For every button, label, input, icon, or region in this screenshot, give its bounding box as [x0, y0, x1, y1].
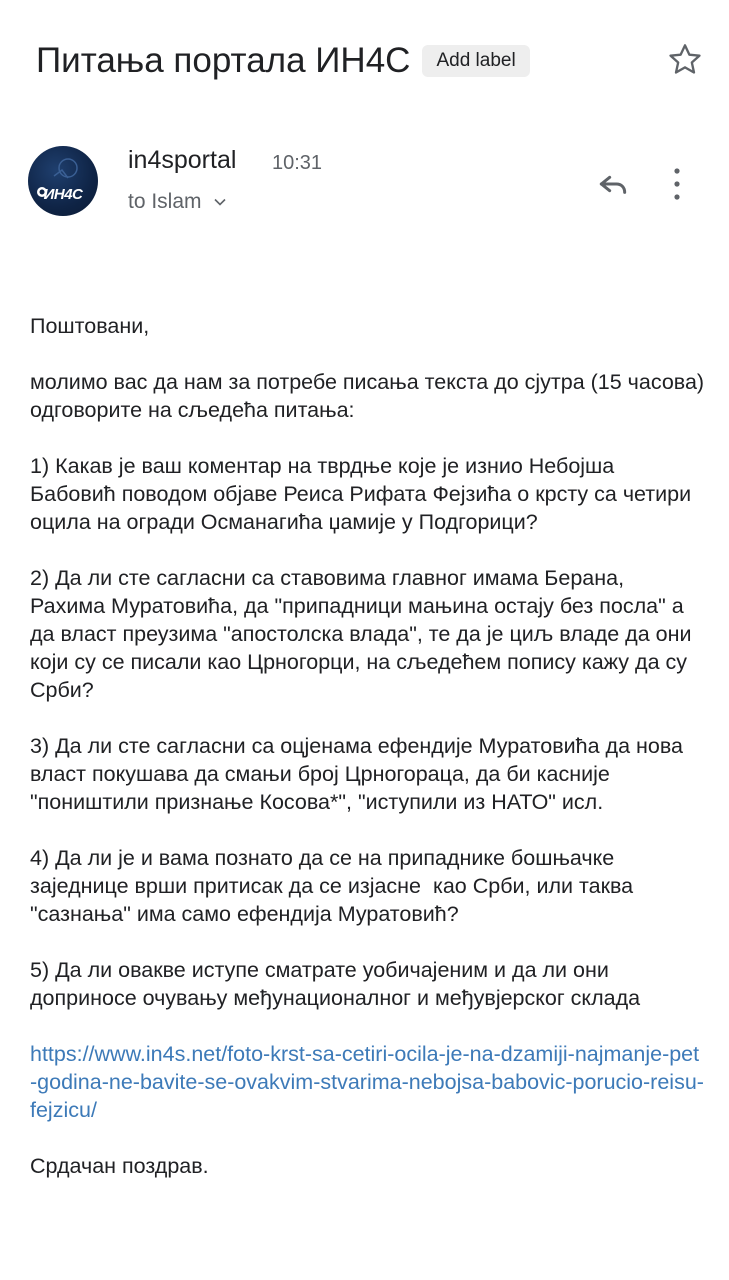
recipient-text: to Islam: [128, 190, 202, 213]
email-body: [30, 312, 711, 1208]
question-1: 1) Какав је ваш коментар на тврдње које је изнио Небојша Бабовић поводом објаве Реиса Рифата Фејзића о крсту са четири оцила на огради Османагића џамије у Подгорици?: [30, 454, 698, 534]
sender-name[interactable]: in4sportal: [128, 146, 237, 174]
closing: Срдачан поздрав.: [30, 1154, 209, 1178]
avatar-text: ИН4С: [43, 186, 83, 203]
article-link[interactable]: https://www.in4s.net/foto-krst-sa-cetiri-ocila-je-na-dzamiji-najmanje-pet-godina-ne-bavite-se-ovakvim-stvarima-nebojsa-babovic-porucio-reisu-fejzicu/: [30, 1042, 704, 1122]
chevron-down-icon: [212, 194, 228, 210]
sender-row: [28, 146, 705, 226]
recipient-toggle[interactable]: [128, 190, 228, 214]
avatar-pattern-icon: [28, 146, 98, 216]
more-vert-icon[interactable]: [665, 162, 689, 206]
star-icon[interactable]: [665, 40, 705, 80]
email-subject: Питања портала ИН4С: [36, 41, 411, 80]
greeting: Поштовани,: [30, 314, 150, 338]
sender-time: 10:31: [272, 152, 323, 174]
reply-icon[interactable]: [593, 164, 633, 204]
question-4: 4) Да ли је и вама познато да се на припаднике бошњачке заједнице врши притисак да се изјасне као Срби, или таква "сазнања" има само ефендија Муратовић?: [30, 846, 640, 926]
intro-paragraph: молимо вас да нам за потребе писања текста до сјутра (15 часова) одговорите на сљедећа питања:: [30, 370, 711, 422]
avatar[interactable]: [28, 146, 98, 216]
question-5: 5) Да ли овакве иступе сматрате уобичајеним и да ли они доприносе очувању међунационалног и међувјерског склада: [30, 958, 641, 1010]
question-3: 3) Да ли сте сагласни са оцјенама ефендије Муратовића да нова власт покушава да смањи број Црногораца, да би касније "поништили признање Косова*", "иступили из НАТО" исл.: [30, 734, 689, 814]
question-2: 2) Да ли сте сагласни са ставовима главног имама Берана, Рахима Муратовића, да "припадници мањина остају без посла" а да власт преузима "апостолска влада", те да је циљ владе да они који су се писали као Црногорци, на сљедећем попису кажу да су Срби?: [30, 566, 698, 702]
subject-row: [36, 38, 705, 84]
add-label-button[interactable]: Add label: [422, 45, 529, 77]
